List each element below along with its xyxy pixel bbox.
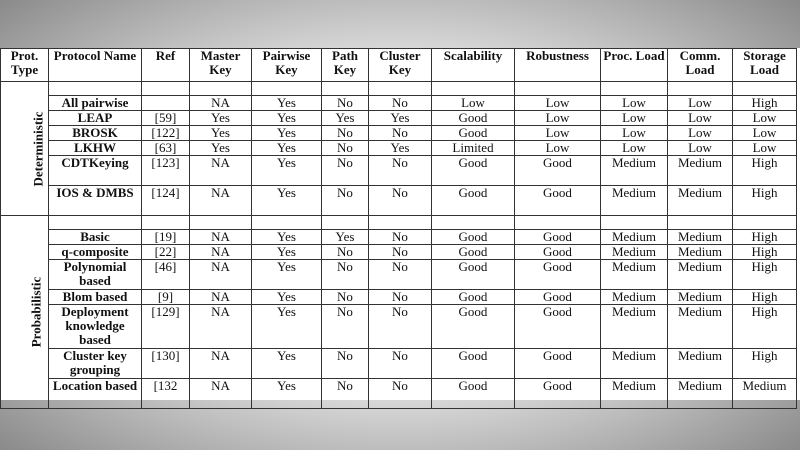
cell-cluster: No [369,305,432,349]
cell-path: Yes [322,230,369,245]
table-row [1,126,797,141]
table-row [1,230,797,245]
cell-name: Blom based [49,290,142,305]
cell-comm: Low [668,96,733,111]
cell-stor: High [733,305,797,349]
spacer-cell [515,82,601,96]
cell-name: Location based [49,379,142,409]
cell-cluster: No [369,156,432,186]
cell-name: q-composite [49,245,142,260]
spacer-cell [369,82,432,96]
header-master-key: Master Key [190,49,252,82]
cell-path: No [322,141,369,156]
cell-proc: Medium [601,305,668,349]
cell-name: CDTKeying [49,156,142,186]
spacer-cell [322,216,369,230]
spacer-cell [733,82,797,96]
cell-ref: [9] [142,290,190,305]
cell-cluster: No [369,245,432,260]
cell-rob: Low [515,96,601,111]
cell-proc: Low [601,126,668,141]
header-protocol-name: Protocol Name [49,49,142,82]
group-label: Probabilistic [28,276,44,348]
cell-pairwise: Yes [252,186,322,216]
group-spacer-row [1,82,797,96]
cell-stor: Medium [733,379,797,409]
cell-stor: High [733,156,797,186]
cell-ref: [132 [142,379,190,409]
cell-comm: Medium [668,186,733,216]
cell-pairwise: Yes [252,230,322,245]
spacer-cell [432,216,515,230]
cell-rob: Good [515,156,601,186]
cell-path: No [322,290,369,305]
cell-cluster: No [369,230,432,245]
cell-master: NA [190,290,252,305]
cell-stor: High [733,96,797,111]
cell-name: All pairwise [49,96,142,111]
header-comm-load: Comm. Load [668,49,733,82]
cell-cluster: No [369,186,432,216]
cell-proc: Medium [601,245,668,260]
cell-comm: Medium [668,260,733,290]
cell-proc: Low [601,141,668,156]
cell-comm: Medium [668,230,733,245]
cell-ref: [63] [142,141,190,156]
spacer-cell [668,216,733,230]
cell-rob: Good [515,349,601,379]
cell-master: NA [190,305,252,349]
cell-master: NA [190,379,252,409]
cell-scal: Good [432,379,515,409]
cell-pairwise: Yes [252,96,322,111]
cell-rob: Good [515,245,601,260]
spacer-cell [432,82,515,96]
cell-master: NA [190,156,252,186]
protocol-comparison-table [0,48,797,409]
cell-rob: Low [515,141,601,156]
cell-name: LEAP [49,111,142,126]
table-row [1,141,797,156]
cell-proc: Medium [601,156,668,186]
cell-rob: Good [515,305,601,349]
cell-rob: Low [515,111,601,126]
spacer-cell [252,82,322,96]
table-row [1,111,797,126]
table-row [1,379,797,409]
group-label: Deterministic [30,110,46,187]
table-row [1,290,797,305]
spacer-cell [515,216,601,230]
cell-path: No [322,126,369,141]
table-row [1,186,797,216]
cell-stor: High [733,290,797,305]
cell-path: No [322,156,369,186]
cell-stor: Low [733,111,797,126]
cell-proc: Medium [601,260,668,290]
cell-ref: [130] [142,349,190,379]
header-scalability: Scalability [432,49,515,82]
cell-name: IOS & DMBS [49,186,142,216]
cell-proc: Low [601,111,668,126]
cell-ref: [123] [142,156,190,186]
cell-scal: Good [432,290,515,305]
cell-rob: Good [515,230,601,245]
cell-proc: Medium [601,379,668,409]
cell-master: NA [190,260,252,290]
cell-stor: High [733,230,797,245]
cell-master: Yes [190,111,252,126]
spacer-cell [668,82,733,96]
cell-scal: Good [432,186,515,216]
cell-pairwise: Yes [252,156,322,186]
cell-rob: Good [515,186,601,216]
cell-scal: Limited [432,141,515,156]
header-cluster-key: Cluster Key [369,49,432,82]
cell-path: No [322,305,369,349]
table-row [1,96,797,111]
cell-path: No [322,245,369,260]
cell-pairwise: Yes [252,141,322,156]
cell-cluster: No [369,260,432,290]
cell-comm: Low [668,126,733,141]
header-robustness: Robustness [515,49,601,82]
cell-pairwise: Yes [252,305,322,349]
header-prot-type: Prot. Type [1,49,49,82]
cell-name: Deployment knowledge based [49,305,142,349]
cell-scal: Good [432,305,515,349]
group-spacer-row [1,216,797,230]
table-row [1,156,797,186]
cell-master: NA [190,96,252,111]
cell-comm: Medium [668,379,733,409]
cell-scal: Good [432,260,515,290]
cell-cluster: No [369,290,432,305]
cell-proc: Medium [601,230,668,245]
cell-scal: Good [432,156,515,186]
table-row [1,260,797,290]
cell-stor: Low [733,141,797,156]
cell-master: Yes [190,141,252,156]
cell-cluster: No [369,96,432,111]
header-row [1,49,797,82]
spacer-cell [322,82,369,96]
cell-ref [142,96,190,111]
cell-master: NA [190,186,252,216]
spacer-cell [142,216,190,230]
cell-ref: [22] [142,245,190,260]
header-ref: Ref [142,49,190,82]
spacer-cell [733,216,797,230]
cell-proc: Medium [601,349,668,379]
cell-scal: Good [432,111,515,126]
cell-pairwise: Yes [252,349,322,379]
cell-comm: Medium [668,349,733,379]
cell-ref: [129] [142,305,190,349]
cell-path: No [322,349,369,379]
cell-ref: [124] [142,186,190,216]
header-proc-load: Proc. Load [601,49,668,82]
cell-path: No [322,96,369,111]
spacer-cell [142,82,190,96]
cell-stor: High [733,349,797,379]
cell-scal: Good [432,349,515,379]
cell-comm: Low [668,111,733,126]
cell-pairwise: Yes [252,111,322,126]
cell-proc: Medium [601,290,668,305]
cell-name: LKHW [49,141,142,156]
cell-name: Cluster key grouping [49,349,142,379]
cell-scal: Good [432,245,515,260]
cell-cluster: Yes [369,141,432,156]
cell-master: Yes [190,126,252,141]
cell-stor: Low [733,126,797,141]
cell-comm: Medium [668,156,733,186]
cell-cluster: No [369,349,432,379]
cell-ref: [59] [142,111,190,126]
cell-ref: [122] [142,126,190,141]
cell-rob: Good [515,290,601,305]
cell-path: No [322,260,369,290]
cell-pairwise: Yes [252,379,322,409]
cell-proc: Medium [601,186,668,216]
header-storage-load: Storage Load [733,49,797,82]
cell-master: NA [190,230,252,245]
table-row [1,305,797,349]
table-row [1,245,797,260]
cell-scal: Good [432,230,515,245]
cell-name: BROSK [49,126,142,141]
header-path-key: Path Key [322,49,369,82]
spacer-cell [49,216,142,230]
cell-stor: High [733,245,797,260]
cell-pairwise: Yes [252,245,322,260]
cell-rob: Good [515,260,601,290]
cell-stor: High [733,186,797,216]
cell-proc: Low [601,96,668,111]
cell-ref: [19] [142,230,190,245]
table-row [1,349,797,379]
cell-rob: Low [515,126,601,141]
spacer-cell [190,216,252,230]
cell-stor: High [733,260,797,290]
cell-comm: Medium [668,305,733,349]
cell-pairwise: Yes [252,126,322,141]
header-pairwise-key: Pairwise Key [252,49,322,82]
cell-name: Polynomial based [49,260,142,290]
cell-pairwise: Yes [252,290,322,305]
spacer-cell [601,216,668,230]
cell-pairwise: Yes [252,260,322,290]
cell-comm: Medium [668,290,733,305]
group-label-cell [1,216,49,409]
cell-master: NA [190,349,252,379]
spacer-cell [49,82,142,96]
cell-path: Yes [322,111,369,126]
cell-path: No [322,379,369,409]
spacer-cell [601,82,668,96]
cell-cluster: Yes [369,111,432,126]
cell-scal: Good [432,126,515,141]
cell-ref: [46] [142,260,190,290]
document-page [0,48,800,400]
cell-cluster: No [369,379,432,409]
spacer-cell [190,82,252,96]
cell-comm: Low [668,141,733,156]
spacer-cell [252,216,322,230]
cell-comm: Medium [668,245,733,260]
cell-cluster: No [369,126,432,141]
cell-path: No [322,186,369,216]
spacer-cell [369,216,432,230]
cell-master: NA [190,245,252,260]
group-label-cell [1,82,49,216]
cell-name: Basic [49,230,142,245]
cell-rob: Good [515,379,601,409]
cell-scal: Low [432,96,515,111]
